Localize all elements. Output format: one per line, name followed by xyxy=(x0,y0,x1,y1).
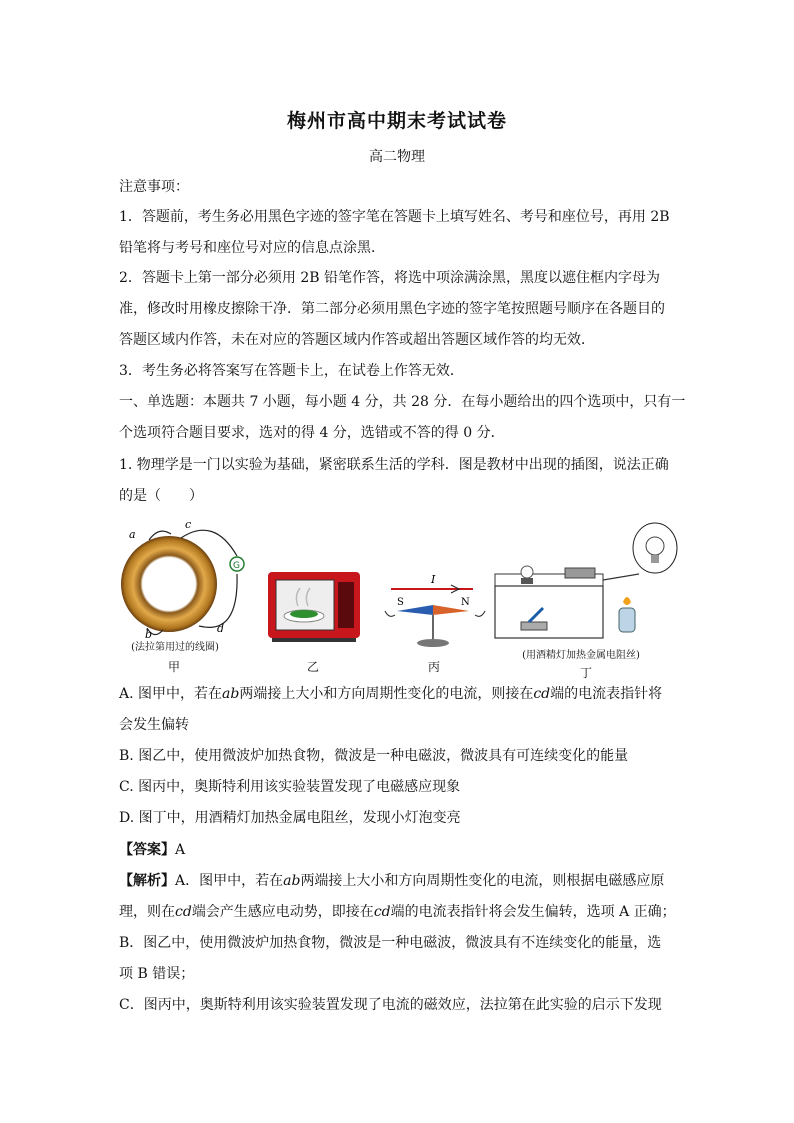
note-2-line-1: 2．答题卡上第一部分必须用 2B 铅笔作答，将选中项涂满涂黑，黑度以遮住框内字母为 xyxy=(119,270,661,286)
figure-ding xyxy=(491,522,681,680)
question-1-stem-line-1: 1. 物理学是一门以实验为基础，紧密联系生活的学科．图是教材中出现的插图，说法正确 xyxy=(119,457,669,473)
pole-s-label: S xyxy=(397,597,404,608)
section-1-line-1: 一、单选题：本题共 7 小题，每小题 4 分，共 28 分．在每小题给出的四个选项中，只有一 xyxy=(119,394,686,410)
option-d: D. 图丁中，用酒精灯加热金属电阻丝，发现小灯泡变亮 xyxy=(119,810,461,826)
figure-jia-label: 甲 xyxy=(167,660,180,674)
coil-point-b: b xyxy=(145,628,153,641)
section-1-line-2: 个选项符合题目要求，选对的得 4 分，选错或不答的得 0 分． xyxy=(119,425,505,441)
note-1-line-2: 铅笔将与考号和座位号对应的信息点涂黑． xyxy=(119,240,385,256)
option-c: C. 图丙中，奥斯特利用该实验装置发现了电磁感应现象 xyxy=(119,779,461,795)
figure-yi-label: 乙 xyxy=(306,660,319,674)
option-a-line-2: 会发生偏转 xyxy=(119,717,189,733)
analysis-line-1: 【解析】A．图甲中，若在ab两端接上大小和方向周期性变化的电流，则根据电磁感应原 xyxy=(119,873,665,889)
analysis-line-3: B．图乙中，使用微波炉加热食物，微波是一种电磁波，微波具有不连续变化的能量，选 xyxy=(119,935,662,951)
pole-n-label: N xyxy=(461,597,470,608)
notes-heading: 注意事项： xyxy=(119,179,189,195)
option-b: B. 图乙中，使用微波炉加热食物，微波是一种电磁波，微波具有可连续变化的能量 xyxy=(119,748,629,764)
coil-point-d: d xyxy=(217,622,225,635)
galvanometer-label: G xyxy=(233,561,240,571)
analysis-line-2: 理，则在cd端会产生感应电动势，即接在cd端的电流表指针将会发生偏转，选项 A 正确； xyxy=(119,904,676,920)
figure-ding-caption: (用酒精灯加热金属电阻丝) xyxy=(522,650,640,661)
answer: 【答案】A xyxy=(119,842,186,858)
note-1-line-1: 1．答题前，考生务必用黑色字迹的签字笔在答题卡上填写姓名、考号和座位号，再用 2B xyxy=(119,209,670,225)
figure-ding-label: 丁 xyxy=(579,666,592,680)
note-2-line-3: 答题区域内作答，未在对应的答题区域内作答或超出答题区域作答的均无效． xyxy=(119,332,595,348)
note-3: 3．考生务必将答案写在答题卡上，在试卷上作答无效． xyxy=(119,363,464,379)
coil-point-a: a xyxy=(129,528,136,541)
page-title: 梅州市高中期末考试试卷 xyxy=(286,110,507,132)
figure-jia-caption: (法拉第用过的线圈) xyxy=(131,642,219,653)
analysis-line-4: 项 B 错误； xyxy=(119,966,195,982)
note-2-line-2: 准，修改时用橡皮擦除干净．第二部分必须用黑色字迹的签字笔按照题号顺序在各题目的 xyxy=(119,301,665,317)
page-subtitle: 高二物理 xyxy=(369,149,425,165)
figure-bing xyxy=(381,571,491,676)
option-a-line-1: A. 图甲中，若在ab两端接上大小和方向周期性变化的电流，则接在cd端的电流表指针将 xyxy=(119,686,663,702)
current-label: I xyxy=(431,573,436,586)
question-1-stem-line-2: 的是（ ） xyxy=(119,488,203,504)
analysis-line-5: C．图丙中，奥斯特利用该实验装置发现了电流的磁效应，法拉第在此实验的启示下发现 xyxy=(119,997,662,1013)
figure-yi xyxy=(264,566,364,676)
figure-bing-label: 丙 xyxy=(427,660,440,674)
coil-point-c: c xyxy=(185,518,192,531)
figure-jia xyxy=(119,516,259,676)
question-1-figures xyxy=(119,516,679,680)
